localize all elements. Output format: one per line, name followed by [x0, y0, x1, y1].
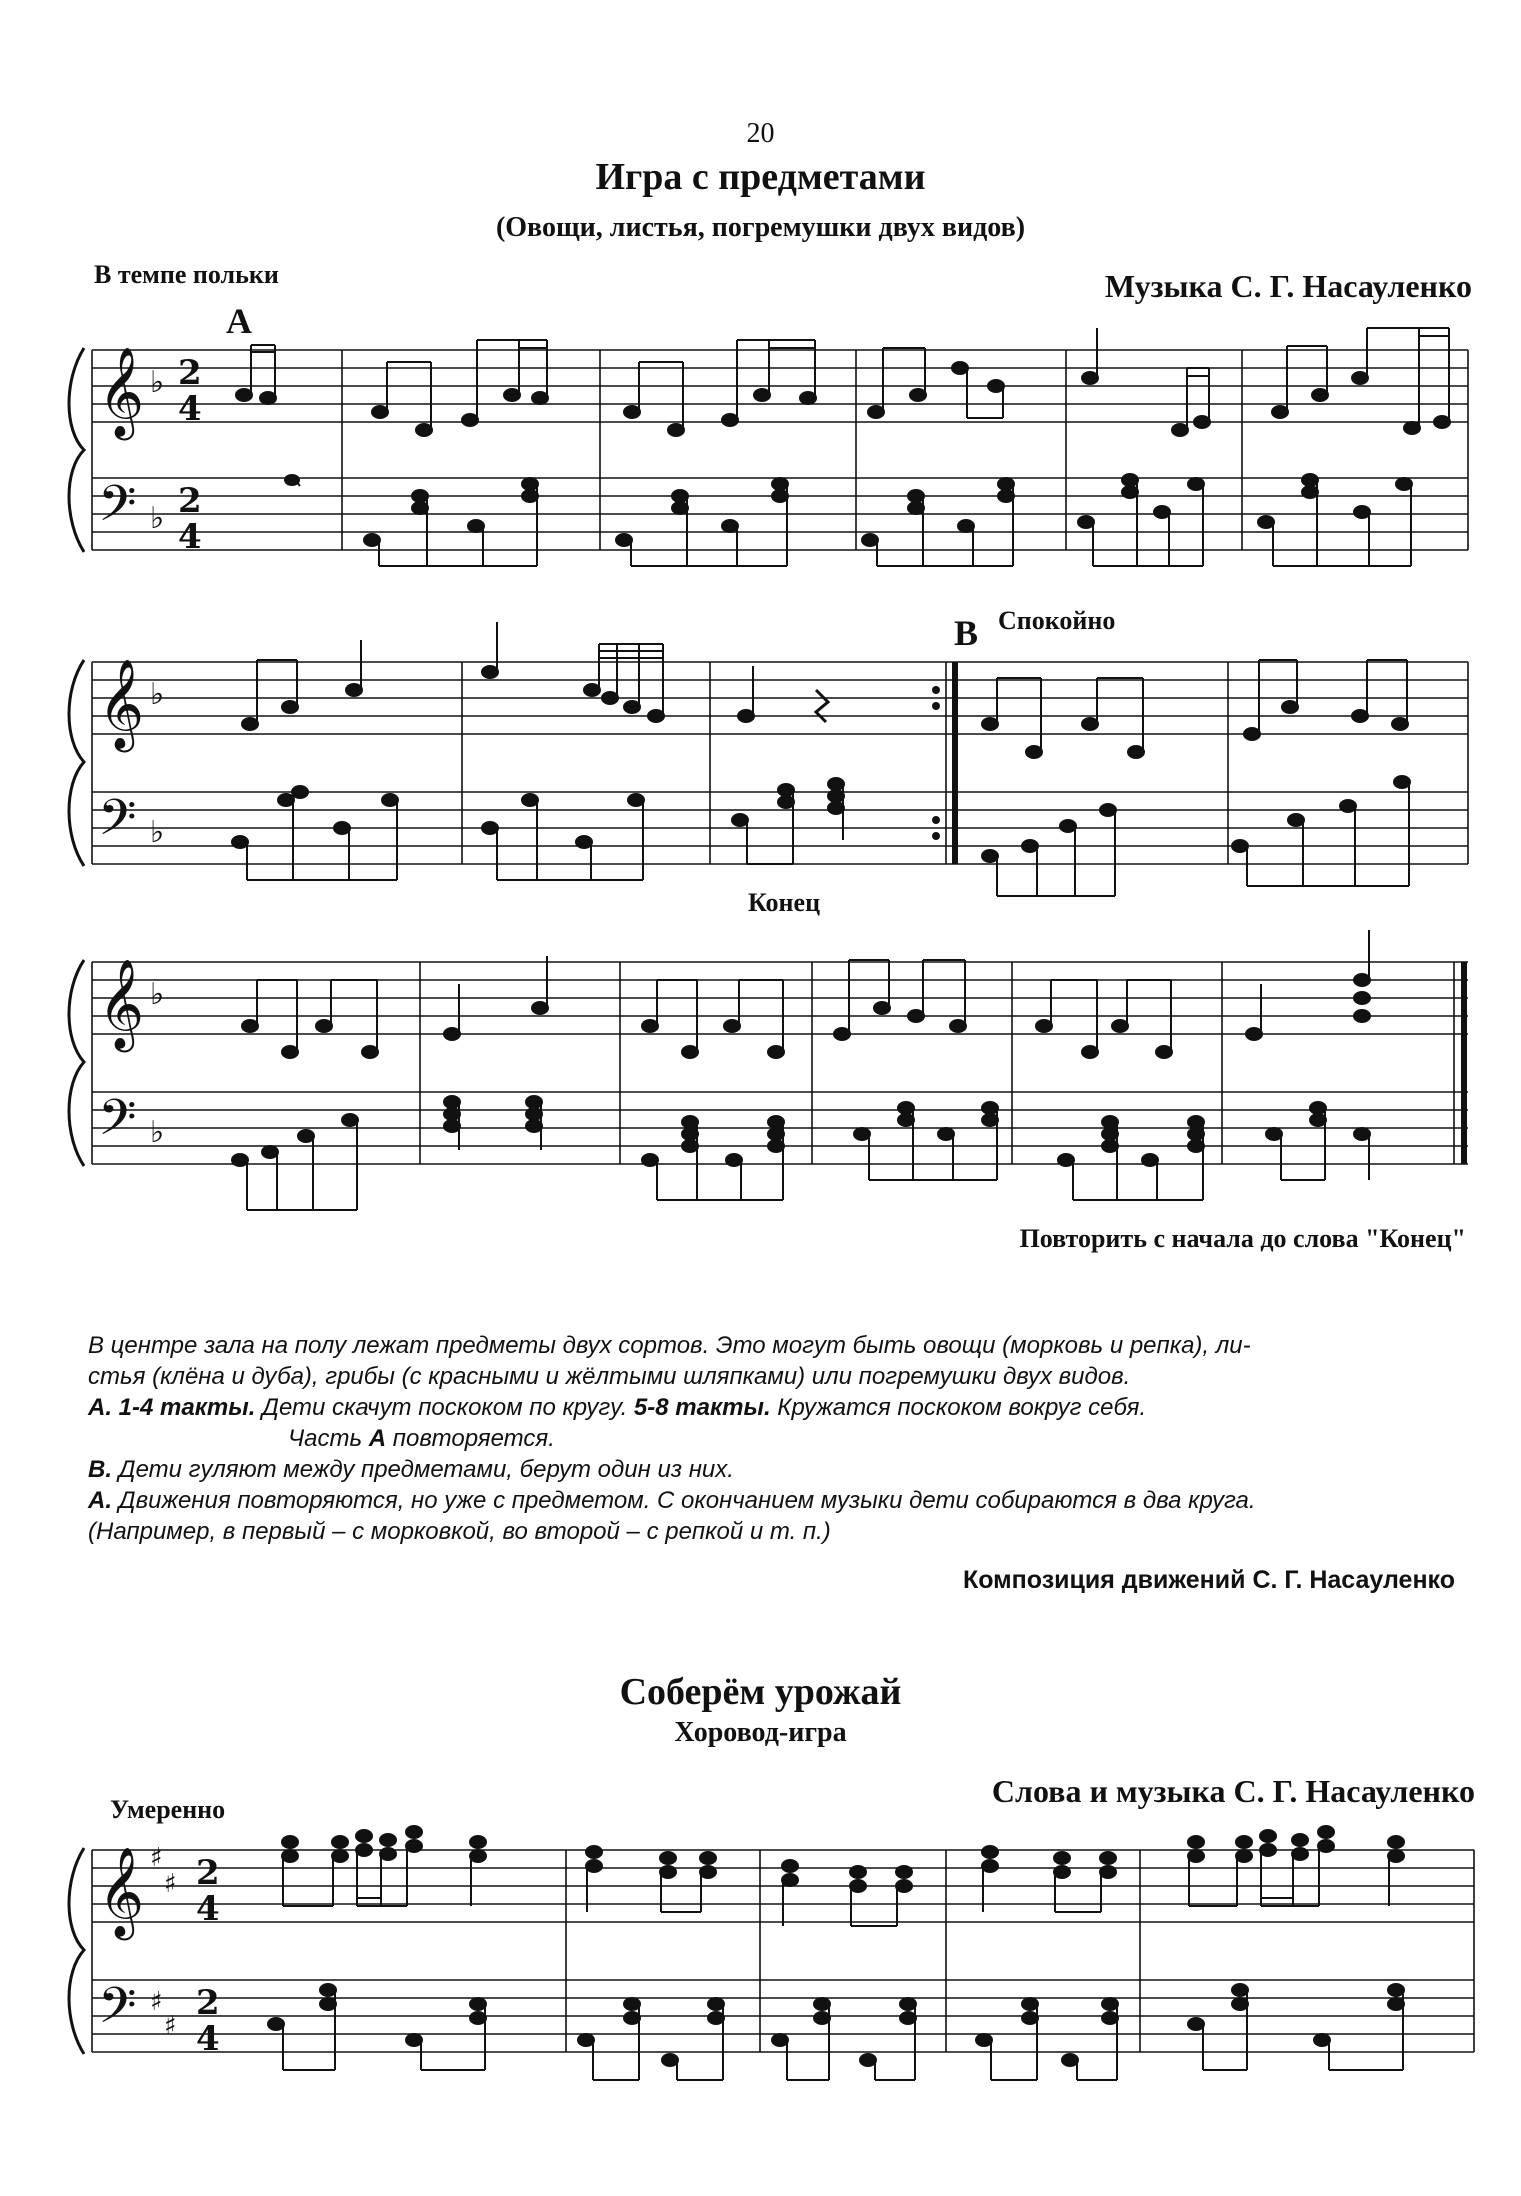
description-line: В центре зала на полу лежат предметы двух сортов. Это могут быть овощи (морковь и репка), ли-	[88, 1332, 1251, 1359]
description-text: Движения повторяются, но уже с предметом. С окончанием музыки дети собираются в два круга.	[112, 1487, 1256, 1514]
flat-icon: ♭	[150, 677, 165, 712]
bar-label: В.	[88, 1456, 112, 1483]
description-line	[88, 1454, 1468, 1485]
bar-label: А	[368, 1425, 387, 1452]
repeat-instruction: Повторить с начала до слова "Конец"	[1019, 1224, 1466, 1253]
bass-clef-icon: 𝄢	[98, 1977, 137, 2047]
description-line: стья (клёна и дуба), грибы (с красными и жёлтыми шляпками) или погремушки двух видов.	[88, 1363, 1131, 1390]
bar-label: 5-8 такты.	[633, 1394, 771, 1421]
page-number: 20	[746, 118, 775, 149]
description-line: (Например, в первый – с морковкой, во второй – с репкой и т. п.)	[88, 1518, 831, 1545]
piece-subtitle: (Овощи, листья, погремушки двух видов)	[495, 212, 1026, 243]
time-signature-bottom: 4	[196, 1889, 220, 1929]
choreography-credit: Композиция движений С. Г. Насауленко	[962, 1566, 1455, 1594]
bass-clef-icon: 𝄢	[98, 475, 137, 545]
time-signature-top: 2	[196, 1983, 220, 2023]
time-signature-top: 2	[196, 1853, 220, 1893]
description-text: Дети скачут поскоком по кругу.	[255, 1394, 634, 1421]
bar-label: А.	[88, 1487, 112, 1514]
section-b-mark: В	[954, 613, 979, 653]
description-line	[88, 1485, 1468, 1516]
description-text: Дети гуляют между предметами, берут один из них.	[112, 1456, 734, 1483]
bass-clef-icon: 𝄢	[98, 789, 137, 859]
flat-icon: ♭	[150, 1115, 165, 1150]
description-text: Часть	[288, 1425, 369, 1452]
notes	[232, 328, 1450, 2080]
bass-clef-icon: 𝄢	[98, 1089, 137, 1159]
time-signature-bottom: 4	[196, 2019, 220, 2059]
piece-subtitle: Хоровод-игра	[674, 1717, 847, 1748]
description-line	[88, 1392, 1468, 1423]
flat-icon: ♭	[150, 365, 165, 400]
treble-clef-icon: 𝄞	[98, 659, 145, 749]
piece-title: Соберём урожай	[619, 1671, 902, 1713]
flat-icon: ♭	[150, 977, 165, 1012]
flat-icon: ♭	[150, 501, 165, 536]
composer-credit: Музыка С. Г. Насауленко	[1104, 268, 1472, 304]
treble-clef-icon: 𝄞	[98, 959, 145, 1049]
description-text: повторяется.	[386, 1425, 555, 1452]
time-signature-bottom: 4	[178, 389, 202, 429]
treble-clef-icon: 𝄞	[98, 1847, 145, 1937]
movement-description	[88, 1330, 1468, 1547]
time-signature-top: 2	[178, 481, 202, 521]
description-line	[88, 1423, 1468, 1454]
sharp-icon: ♯	[150, 1987, 163, 2017]
tempo-marking: В темпе польки	[94, 260, 279, 289]
time-signature-top: 2	[178, 353, 202, 393]
sharp-icon: ♯	[164, 1869, 177, 1899]
treble-clef-icon: 𝄞	[98, 347, 145, 437]
section-a-mark: А	[226, 301, 252, 341]
composer-credit: Слова и музыка С. Г. Насауленко	[991, 1773, 1475, 1809]
tempo-marking: Умеренно	[110, 1795, 226, 1824]
bar-label: А. 1-4 такты.	[88, 1394, 256, 1421]
sharp-icon: ♯	[164, 2011, 177, 2041]
fine-label: Конец	[748, 888, 821, 917]
time-signature-bottom: 4	[178, 517, 202, 557]
sharp-icon: ♯	[150, 1843, 163, 1873]
piece-title: Игра с предметами	[595, 156, 926, 198]
description-text: Кружатся поскоком вокруг себя.	[770, 1394, 1147, 1421]
section-b-tempo: Спокойно	[998, 606, 1116, 635]
flat-icon: ♭	[150, 815, 165, 850]
